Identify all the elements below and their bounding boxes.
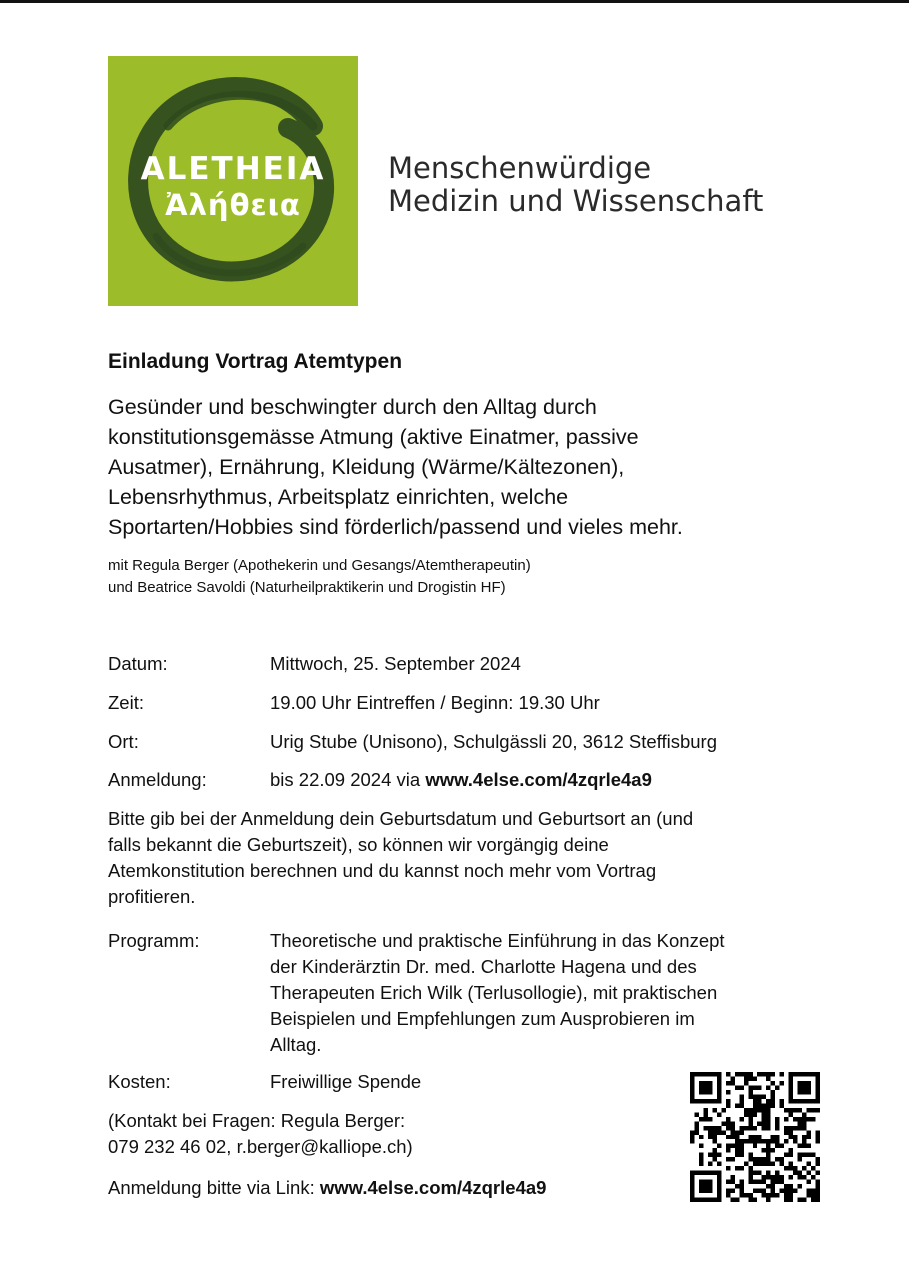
top-border	[0, 0, 909, 3]
programm-line: Therapeuten Erich Wilk (Terlusollogie), mit praktischen	[270, 982, 718, 1003]
qr-code-icon[interactable]	[690, 1072, 820, 1202]
programm-line: Beispielen und Empfehlungen zum Ausprobieren im	[270, 1008, 695, 1029]
note-line: Bitte gib bei der Anmeldung dein Geburtsdatum und Geburtsort an (und	[108, 808, 694, 829]
lead-line: Gesünder und beschwingter durch den Alltag durch	[108, 395, 597, 419]
anmeldung-label: Anmeldung:	[108, 769, 207, 790]
ort-value: Urig Stube (Unisono), Schulgässli 20, 3612 Steffisburg	[270, 731, 717, 752]
contact-info	[108, 1108, 413, 1160]
speaker-line: und Beatrice Savoldi (Naturheilpraktikerin und Drogistin HF)	[108, 579, 506, 596]
programm-line: der Kinderärztin Dr. med. Charlotte Hagena und des	[270, 956, 697, 977]
programm-value	[270, 928, 725, 1058]
tagline-line: Menschenwürdige	[388, 151, 652, 185]
page-title: Einladung Vortrag Atemtypen	[108, 350, 403, 373]
anmeldung-text: bis 22.09 2024 via	[270, 769, 426, 790]
programm-line: Alltag.	[270, 1034, 322, 1055]
lead-line: Lebensrhythmus, Arbeitsplatz einrichten, welche	[108, 485, 569, 509]
datum-value: Mittwoch, 25. September 2024	[270, 653, 521, 674]
footer-text: Anmeldung bitte via Link:	[108, 1177, 320, 1198]
kosten-label: Kosten:	[108, 1071, 171, 1092]
speaker-line: mit Regula Berger (Apothekerin und Gesangs/Atemtherapeutin)	[108, 557, 531, 574]
zeit-value: 19.00 Uhr Eintreffen / Beginn: 19.30 Uhr	[270, 692, 600, 713]
anmeldung-value	[270, 767, 652, 793]
contact-line: (Kontakt bei Fragen: Regula Berger:	[108, 1110, 406, 1131]
logo-latin-text: ALETHEIA	[140, 151, 326, 187]
lead-line: Sportarten/Hobbies sind förderlich/passend und vieles mehr.	[108, 515, 683, 539]
tagline	[388, 152, 763, 218]
programm-line: Theoretische und praktische Einführung in das Konzept	[270, 930, 725, 951]
programm-label: Programm:	[108, 930, 200, 951]
note-line: profitieren.	[108, 886, 196, 907]
registration-note	[108, 806, 693, 910]
lead-line: konstitutionsgemässe Atmung (aktive Einatmer, passive	[108, 425, 639, 449]
tagline-line: Medizin und Wissenschaft	[388, 184, 764, 218]
footer-link[interactable]: www.4else.com/4zqrle4a9	[319, 1177, 547, 1198]
anmeldung-link[interactable]: www.4else.com/4zqrle4a9	[425, 769, 652, 790]
speakers	[108, 555, 531, 599]
note-line: Atemkonstitution berechnen und du kannst noch mehr vom Vortrag	[108, 860, 657, 881]
ort-label: Ort:	[108, 731, 139, 752]
lead-line: Ausatmer), Ernährung, Kleidung (Wärme/Kältezonen),	[108, 455, 625, 479]
kosten-value: Freiwillige Spende	[270, 1071, 422, 1092]
zeit-label: Zeit:	[108, 692, 144, 713]
note-line: falls bekannt die Geburtszeit), so können wir vorgängig deine	[108, 834, 609, 855]
aletheia-logo	[108, 56, 358, 306]
datum-label: Datum:	[108, 653, 168, 674]
footer-registration	[108, 1175, 546, 1201]
contact-line: 079 232 46 02, r.berger@kalliope.ch)	[108, 1136, 413, 1157]
logo-greek-text: Ἀλήθεια	[165, 188, 301, 222]
lead-paragraph	[108, 392, 828, 542]
